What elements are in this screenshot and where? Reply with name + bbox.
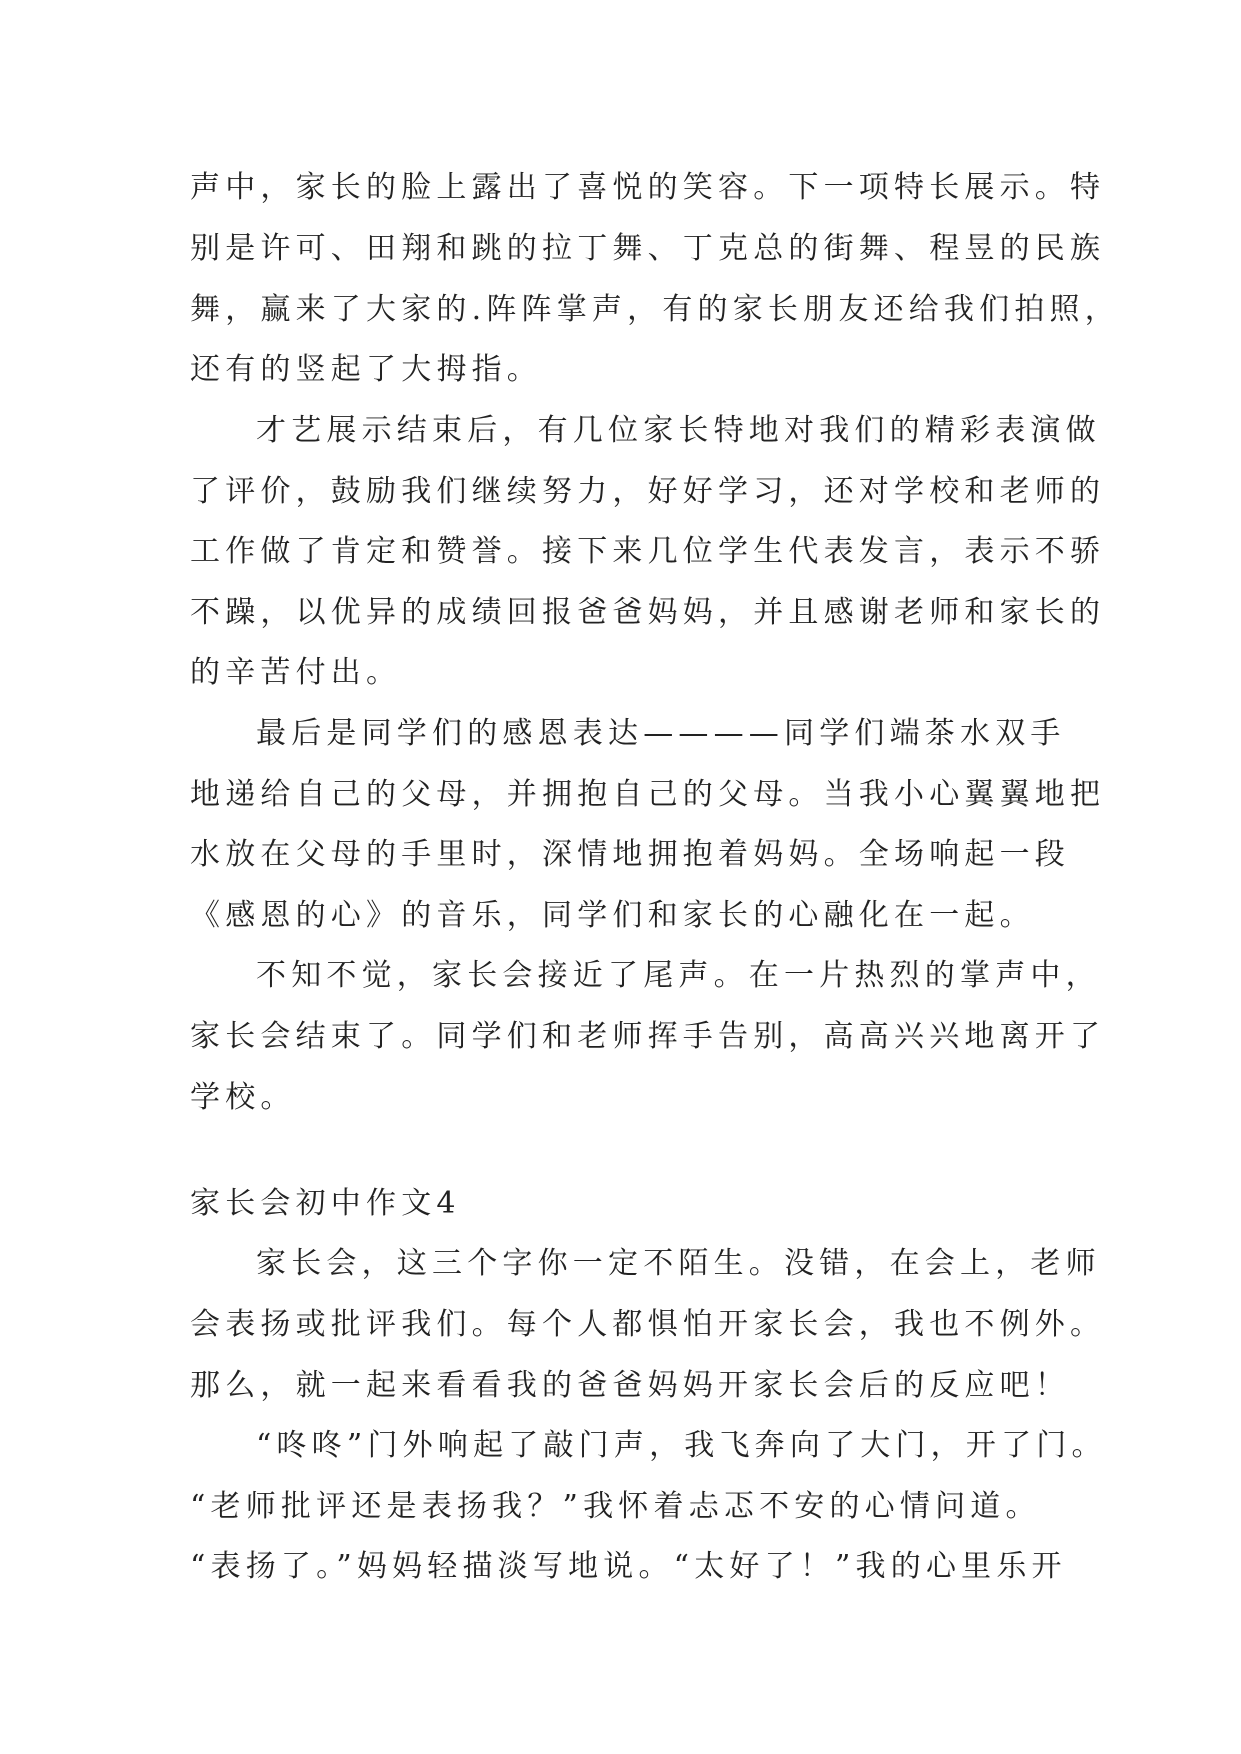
text-line: 不知不觉，家长会接近了尾声。在一片热烈的掌声中， (256, 958, 1101, 993)
text-line: 水放在父母的手里时，深情地拥抱着妈妈。全场响起一段 (190, 837, 1070, 872)
text-line: 那么，就一起来看看我的爸爸妈妈开家长会后的反应吧！ (190, 1368, 1070, 1403)
text-line: 了评价，鼓励我们继续努力，好好学习，还对学校和老师的 (190, 474, 1106, 509)
text-line: 会表扬或批评我们。每个人都惧怕开家长会，我也不例外。 (190, 1307, 1106, 1342)
text-line: 别是许可、田翔和跳的拉丁舞、丁克总的街舞、程昱的民族 (190, 231, 1106, 266)
text-line: 还有的竖起了大拇指。 (190, 352, 542, 387)
text-line: 舞，赢来了大家的.阵阵掌声，有的家长朋友还给我们拍照， (190, 292, 1120, 327)
text-line: 家长会，这三个字你一定不陌生。没错，在会上，老师 (256, 1246, 1101, 1281)
text-line: “老师批评还是表扬我？”我怀着忐忑不安的心情问道。 (190, 1489, 1041, 1524)
text-line: 《感恩的心》的音乐，同学们和家长的心融化在一起。 (190, 898, 1035, 933)
text-line: 最后是同学们的感恩表达————同学们端茶水双手 (256, 716, 1066, 751)
text-line: 工作做了肯定和赞誉。接下来几位学生代表发言，表示不骄 (190, 534, 1106, 569)
text-line: 学校。 (190, 1080, 296, 1115)
section-heading: 家长会初中作文4 (190, 1186, 461, 1221)
text-line: “表扬了。”妈妈轻描淡写地说。“太好了！”我的心里乐开 (190, 1549, 1067, 1584)
text-line: 的辛苦付出。 (190, 655, 402, 690)
text-line: 不躁，以优异的成绩回报爸爸妈妈，并且感谢老师和家长的 (190, 595, 1106, 630)
text-line: 地递给自己的父母，并拥抱自己的父母。当我小心翼翼地把 (190, 777, 1106, 812)
text-line: “咚咚”门外响起了敲门声，我飞奔向了大门，开了门。 (256, 1428, 1107, 1463)
text-line: 声中，家长的脸上露出了喜悦的笑容。下一项特长展示。特 (190, 170, 1106, 205)
text-line: 才艺展示结束后，有几位家长特地对我们的精彩表演做 (256, 413, 1101, 448)
text-line: 家长会结束了。同学们和老师挥手告别，高高兴兴地离开了 (190, 1019, 1106, 1054)
